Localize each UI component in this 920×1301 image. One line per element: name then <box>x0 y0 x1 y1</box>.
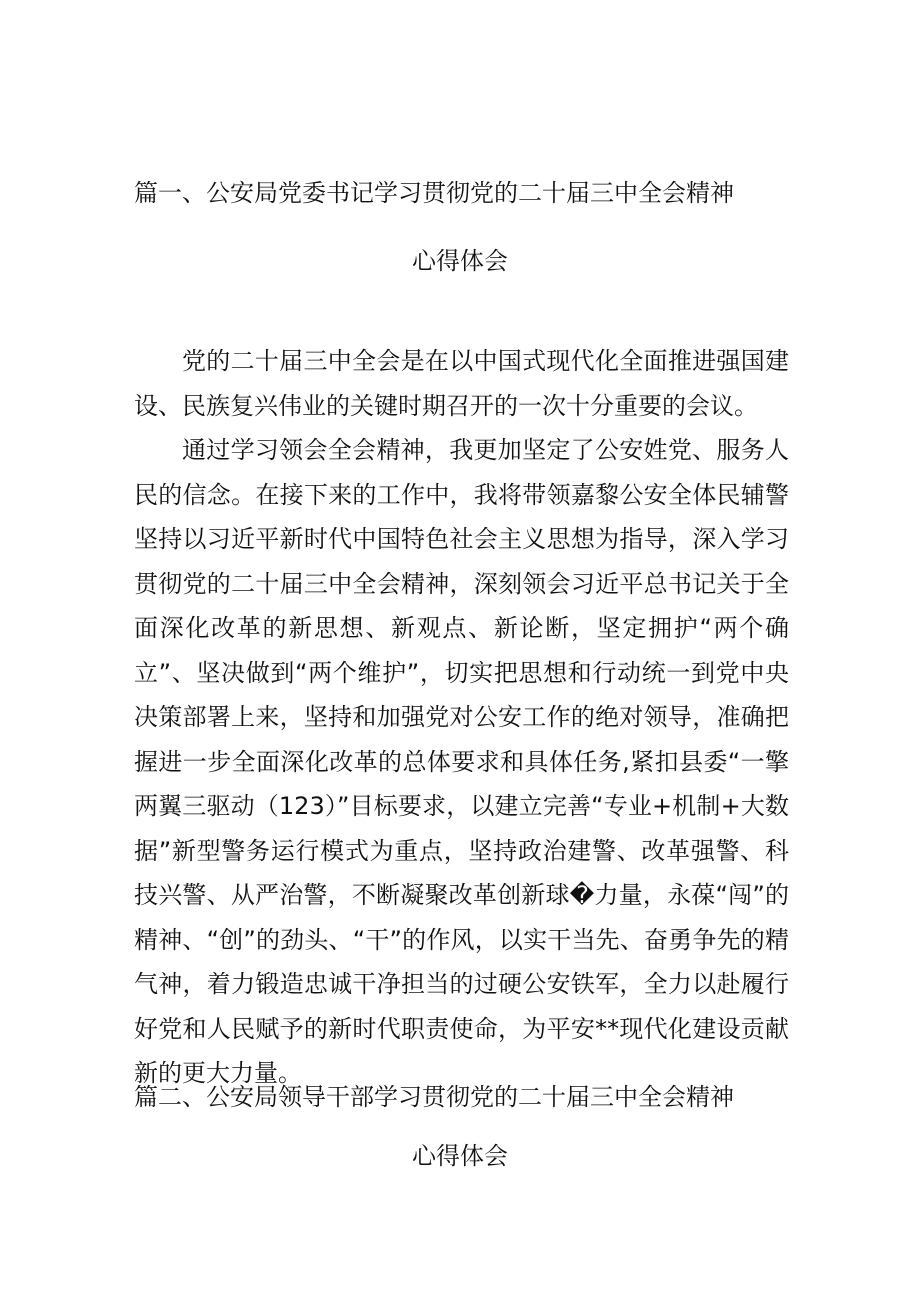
section2-subtitle: 心得体会 <box>412 1142 508 1170</box>
section2-title: 篇二、公安局领导干部学习贯彻党的二十届三中全会精神 <box>134 1083 734 1111</box>
section1-paragraph-1: 党的二十届三中全会是在以中国式现代化全面推进强国建设、民族复兴伟业的关键时期召开的一次十分重要的会议。 <box>134 347 789 420</box>
section1-paragraph-2: 通过学习领会全会精神，我更加坚定了公安姓党、服务人民的信念。在接下来的工作中，我将带领嘉黎公安全体民辅警坚持以习近平新时代中国特色社会主义思想为指导，深入学习贯彻党的二十届三中全会精神，深刻领会习近平总书记关于全面深化改革的新思想、新观点、新论断，坚定拥护“两个确立”、坚决做到“两个维护”，切实把思想和行动统一到党中央决策部署上来，坚持和加强党对公安工作的绝对领导，准确把握进一步全面深化改革的总体要求和具体任务,紧扣县委“一擎两翼三驱动（123）”目标要求，以建立完善“专业+机制+大数据”新型警务运行模式为重点，坚持政治建警、改革强警、科技兴警、从严治警，不断凝聚改革创新球�力量，永葆“闯”的精神、“创”的劲头、“干”的作风，以实干当先、奋勇争先的精气神，着力锻造忠诚干净担当的过硬公安铁军，全力以赴履行好党和人民赋予的新时代职责使命，为平安**现代化建设贡献新的更大力量。 <box>134 436 789 1087</box>
section1-subtitle: 心得体会 <box>412 247 508 275</box>
section1-title: 篇一、公安局党委书记学习贯彻党的二十届三中全会精神 <box>134 179 734 207</box>
